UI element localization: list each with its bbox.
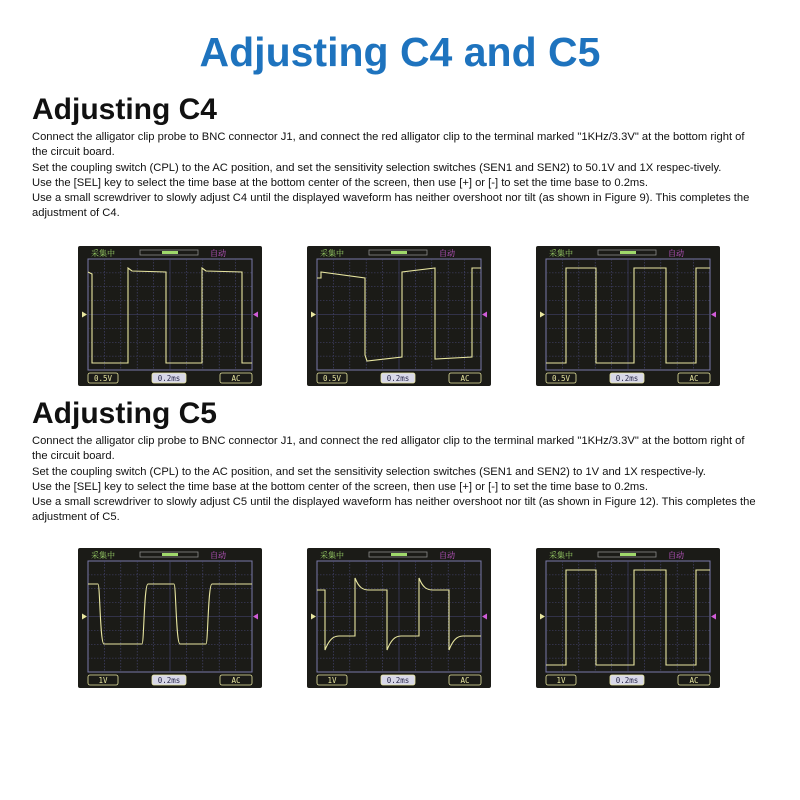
scope-grid xyxy=(546,561,710,672)
svg-text:0.2ms: 0.2ms xyxy=(157,676,181,685)
coupling-label xyxy=(449,373,481,383)
ground-marker xyxy=(82,312,87,318)
svg-text:AC: AC xyxy=(689,676,699,685)
ground-marker xyxy=(540,312,545,318)
volts-per-div-label xyxy=(317,675,347,685)
volts-per-div-label xyxy=(88,675,118,685)
paragraph-line: Use the [SEL] key to select the time base at the bottom center of the screen, then use [+] or [-] to set the time base to 0.2ms. xyxy=(32,176,648,189)
svg-text:0.2ms: 0.2ms xyxy=(386,676,410,685)
scope-grid xyxy=(317,561,481,672)
coupling-label xyxy=(220,373,252,383)
paragraph-line: Set the coupling switch (CPL) to the AC position, and set the sensitivity selection switches (SEN1 and SEN2) to 1V and 1X respective-ly. xyxy=(32,465,706,478)
scope-grid xyxy=(88,561,252,672)
scope-grid xyxy=(317,259,481,370)
status-acquiring: 采集中 xyxy=(91,551,115,560)
oscilloscope-screen-c4-3 xyxy=(536,246,720,386)
oscilloscope-display xyxy=(78,548,262,688)
oscilloscope-display xyxy=(307,548,491,688)
paragraph-line: Set the coupling switch (CPL) to the AC position, and set the sensitivity selection switches (SEN1 and SEN2) to 50.1V and 1X respec-tively. xyxy=(32,161,722,174)
svg-text:1V: 1V xyxy=(98,676,108,685)
oscilloscope-screen-c4-1 xyxy=(78,246,262,386)
timebase-label xyxy=(610,373,644,383)
status-auto: 自动 xyxy=(210,551,226,560)
trigger-marker xyxy=(482,312,487,318)
section-text-c4 xyxy=(32,130,762,222)
svg-text:1V: 1V xyxy=(556,676,566,685)
volts-per-div-label xyxy=(317,373,347,383)
svg-text:0.5V: 0.5V xyxy=(93,374,113,383)
oscilloscope-screen-c5-2 xyxy=(307,548,491,688)
oscilloscope-display xyxy=(307,246,491,386)
section-heading-c5: Adjusting C5 xyxy=(32,397,217,430)
oscilloscope-display xyxy=(78,246,262,386)
status-auto: 自动 xyxy=(439,551,455,560)
coupling-label xyxy=(449,675,481,685)
coupling-label xyxy=(678,675,710,685)
trigger-marker xyxy=(482,614,487,620)
svg-text:1V: 1V xyxy=(327,676,337,685)
timebase-label xyxy=(152,675,186,685)
timebase-label xyxy=(381,373,415,383)
timebase-label xyxy=(152,373,186,383)
volts-per-div-label xyxy=(546,675,576,685)
section-heading-c4: Adjusting C4 xyxy=(32,93,217,126)
ground-marker xyxy=(540,614,545,620)
svg-text:AC: AC xyxy=(460,374,470,383)
paragraph-line: Connect the alligator clip probe to BNC connector J1, and connect the red alligator clip to the terminal marked "1KHz/3.3V" at the bottom right of the circuit board. xyxy=(32,435,745,463)
status-auto: 自动 xyxy=(668,249,684,258)
ground-marker xyxy=(311,614,316,620)
svg-text:0.5V: 0.5V xyxy=(551,374,571,383)
svg-text:AC: AC xyxy=(231,676,241,685)
trigger-marker xyxy=(711,312,716,318)
timebase-label xyxy=(610,675,644,685)
coupling-label xyxy=(220,675,252,685)
status-auto: 自动 xyxy=(668,551,684,560)
paragraph-line: Use a small screwdriver to slowly adjust C5 until the displayed waveform has neither overshoot nor tilt (as shown in Figure 12). This completes the adjustment of C5. xyxy=(32,496,756,524)
trigger-marker xyxy=(253,312,258,318)
status-auto: 自动 xyxy=(439,249,455,258)
oscilloscope-screen-c4-2 xyxy=(307,246,491,386)
status-acquiring: 采集中 xyxy=(549,551,573,560)
trigger-marker xyxy=(711,614,716,620)
volts-per-div-label xyxy=(546,373,576,383)
section-text-c5 xyxy=(32,434,762,526)
paragraph-line: Use the [SEL] key to select the time base at the bottom center of the screen, then use [+] or [-] to set the time base to 0.2ms. xyxy=(32,480,648,493)
timebase-label xyxy=(381,675,415,685)
ground-marker xyxy=(311,312,316,318)
scope-grid xyxy=(88,259,252,370)
status-acquiring: 采集中 xyxy=(549,249,573,258)
status-auto: 自动 xyxy=(210,249,226,258)
svg-text:AC: AC xyxy=(689,374,699,383)
oscilloscope-display xyxy=(536,548,720,688)
status-acquiring: 采集中 xyxy=(91,249,115,258)
svg-text:0.2ms: 0.2ms xyxy=(615,374,639,383)
trigger-marker xyxy=(253,614,258,620)
paragraph-line: Connect the alligator clip probe to BNC connector J1, and connect the red alligator clip to the terminal marked "1KHz/3.3V" at the bottom right of the circuit board. xyxy=(32,131,745,159)
svg-text:0.2ms: 0.2ms xyxy=(386,374,410,383)
scope-grid xyxy=(546,259,710,370)
svg-text:0.2ms: 0.2ms xyxy=(157,374,181,383)
svg-text:0.5V: 0.5V xyxy=(322,374,342,383)
paragraph-line: Use a small screwdriver to slowly adjust C4 until the displayed waveform has neither overshoot nor tilt (as shown in Figure 9). This completes the adjustment of C4. xyxy=(32,192,750,220)
status-acquiring: 采集中 xyxy=(320,249,344,258)
coupling-label xyxy=(678,373,710,383)
svg-text:AC: AC xyxy=(460,676,470,685)
ground-marker xyxy=(82,614,87,620)
svg-text:0.2ms: 0.2ms xyxy=(615,676,639,685)
status-acquiring: 采集中 xyxy=(320,551,344,560)
svg-text:AC: AC xyxy=(231,374,241,383)
main-title: Adjusting C4 and C5 xyxy=(199,29,601,75)
oscilloscope-screen-c5-3 xyxy=(536,548,720,688)
oscilloscope-screen-c5-1 xyxy=(78,548,262,688)
oscilloscope-display xyxy=(536,246,720,386)
volts-per-div-label xyxy=(88,373,118,383)
